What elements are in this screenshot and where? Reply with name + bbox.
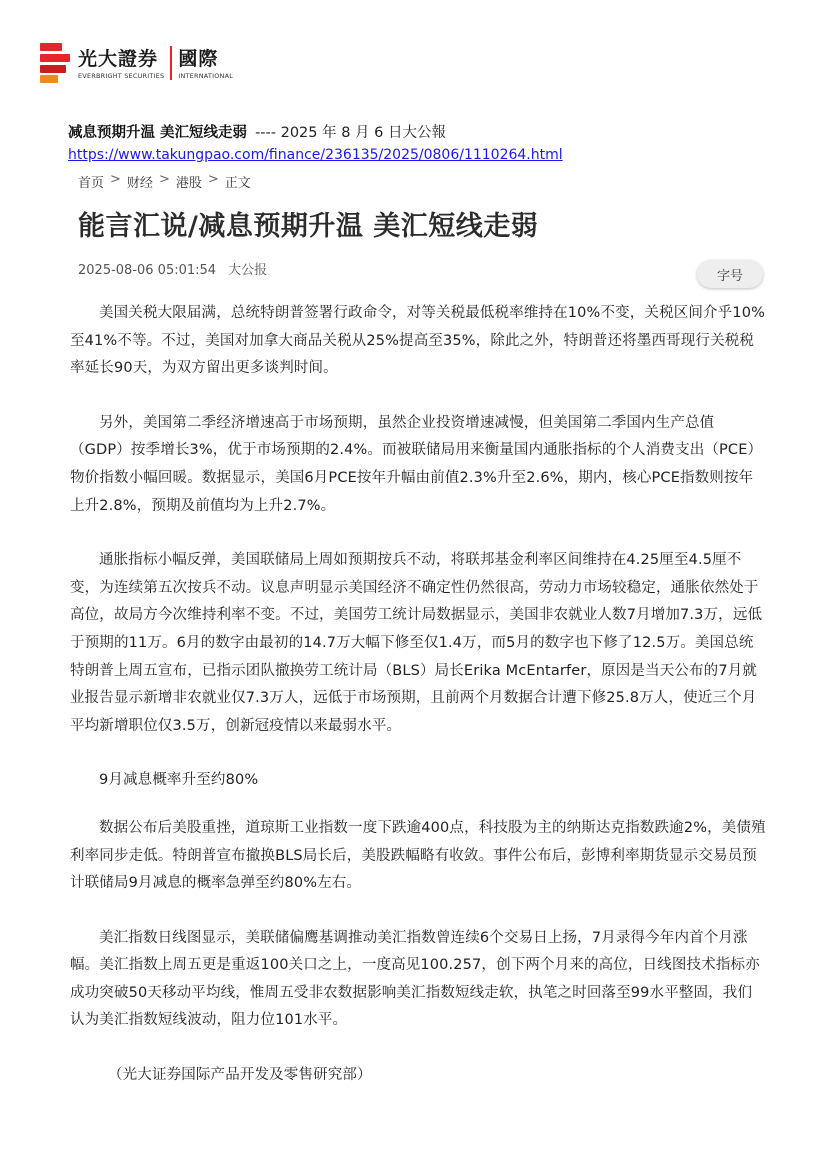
article-subheading: 9月减息概率升至约80%	[99, 772, 259, 789]
source-url-link[interactable]: https://www.takungpao.com/finance/236135/2025/0806/1110264.html	[68, 147, 563, 163]
article-credit: （光大证券国际产品开发及零售研究部）	[108, 1067, 372, 1084]
breadcrumb-item-home[interactable]: 首页	[78, 176, 105, 191]
article-author: 大公报	[228, 263, 268, 278]
article-paragraph: 美国关税大限届满，总统特朗普签署行政命令，对等关税最低税率维持在10%不变，关税区间介乎10%至41%不等。不过，美国对加拿大商品关税从25%提高至35%，除此之外，特朗普还将墨西哥现行关税税率延长90天，为双方留出更多谈判时间。	[70, 305, 766, 377]
breadcrumb-separator: >	[158, 172, 170, 187]
logo-name-en: EVERBRIGHT SECURITIES	[78, 72, 165, 80]
breadcrumb-item-hk-stocks[interactable]: 港股	[175, 176, 202, 191]
logo-text	[78, 46, 233, 80]
article-paragraph: 通胀指标小幅反弹，美国联储局上周如预期按兵不动，将联邦基金利率区间维持在4.25厘至4.5厘不变，为连续第五次按兵不动。议息声明显示美国经济不确定性仍然很高，劳动力市场较稳定，通胀依然处于高位，故局方今次维持利率不变。不过，美国劳工统计局数据显示，美国非农就业人数7月增加7.3万，远低于预期的11万。6月的数字由最初的14.7万大幅下修至仅1.4万，而5月的数字也下修了12.5万。美国总统特朗普上周五宣布，已指示团队撤换劳工统计局（BLS）局长Erika McEntarfer，原因是当天公布的7月就业报告显示新增非农就业仅7.3万人，远低于市场预期，且前两个月数据合计遭下修25.8万人，使近三个月平均新增职位仅3.5万，创新冠疫情以来最弱水平。	[70, 552, 763, 734]
font-size-button[interactable]: 字号	[697, 260, 763, 288]
article-meta	[78, 259, 267, 278]
article-paragraph: 另外，美国第二季经济增速高于市场预期，虽然企业投资增速减慢，但美国第二季国内生产总值（GDP）按季增长3%，优于市场预期的2.4%。而被联储局用来衡量国内通胀指标的个人消费支出（PCE）物价指数小幅回暖。数据显示，美国6月PCE按年升幅由前值2.3%升至2.6%，期内，核心PCE指数则按年上升2.8%，预期及前值均为上升2.7%。	[70, 414, 763, 514]
article-body	[70, 300, 766, 1117]
logo-name-cn: 光大證券	[78, 48, 159, 70]
breadcrumb-item-article: 正文	[224, 176, 251, 191]
report-title: 减息预期升温 美汇短线走弱	[68, 125, 248, 141]
breadcrumb-item-finance[interactable]: 财经	[126, 176, 153, 191]
report-header	[68, 121, 446, 142]
company-logo	[40, 42, 233, 84]
logo-name-en-intl: INTERNATIONAL	[178, 72, 234, 80]
breadcrumb-separator: >	[207, 172, 219, 187]
report-source-line: ---- 2025 年 8 月 6 日大公報	[255, 125, 446, 141]
article-datetime: 2025-08-06 05:01:54	[78, 263, 217, 278]
logo-name-cn-intl: 國際	[178, 48, 219, 70]
logo-divider	[170, 46, 172, 80]
logo-mark-icon	[40, 43, 70, 83]
breadcrumb-separator: >	[110, 172, 121, 187]
article-paragraph: 美汇指数日线图显示，美联储偏鹰基调推动美汇指数曾连续6个交易日上扬，7月录得今年内首个月涨幅。美汇指数上周五更是重返100关口之上，一度高见100.257，创下两个月来的高位，日线图技术指标亦成功突破50天移动平均线，惟周五受非农数据影响美汇指数短线走软，执笔之时回落至99水平整固，我们认为美汇指数短线波动，阻力位101水平。	[70, 929, 760, 1029]
article-title: 能言汇说/减息预期升温 美汇短线走弱	[78, 211, 539, 242]
article-paragraph: 数据公布后美股重挫，道琼斯工业指数一度下跌逾400点，科技股为主的纳斯达克指数跌逾2%，美债殖利率同步走低。特朗普宣布撤换BLS局长后，美股跌幅略有收敛。事件公布后，彭博利率期货显示交易员预计联储局9月减息的概率急弹至约80%左右。	[70, 819, 766, 892]
breadcrumb	[78, 172, 251, 191]
